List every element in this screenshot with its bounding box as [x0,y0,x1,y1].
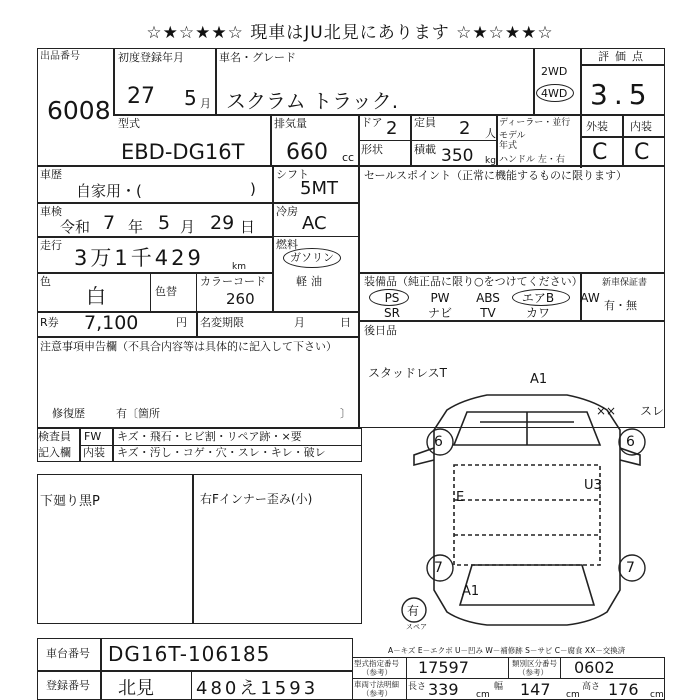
diagram-sure: スレ [640,404,665,418]
width-value: 147 [520,680,551,699]
inspection-year: 7 [103,212,116,234]
inspector-label-1: 検査員 [38,430,71,443]
name-change-month: 月 [294,316,305,329]
length-label: 長さ [408,682,427,692]
equipment-item: ABS [476,291,500,305]
equipment-item: SR [384,306,400,320]
inspection-month: 5 [158,212,171,234]
score-label: 評価点 [598,50,649,63]
inspector-line1: キズ・飛石・ヒビ割・リペア跡・×要 [117,430,302,443]
history-label: 車歴 [40,168,62,181]
bed-area [454,465,600,565]
header-title: ☆★☆★★☆ 現車はJU北見にあります ☆★☆★★☆ [146,23,554,43]
fuel-diesel: 軽油 [296,275,326,288]
color-label: 色 [40,275,51,288]
dealer-line3: 年式 [499,141,518,151]
capacity-label: 定員 [414,116,436,129]
diagram-u3: U3 [584,478,602,493]
lot-number: 6008 [47,96,111,125]
class-value: 0602 [574,658,615,677]
tire-rl-value: 7 [434,560,443,576]
displacement-label: 排気量 [274,117,307,130]
equipment-item: TV [480,306,496,320]
warranty-value: 有・無 [604,299,637,312]
shape-label: 形状 [361,143,383,156]
score-value: 3.5 [590,78,653,111]
tire-fl-value: 6 [434,434,443,450]
first-reg-year: 27 [127,84,155,109]
mileage-value: 3万1千429 [74,246,204,270]
rear-seat-label: 後日品 [364,324,397,337]
drive-4wd: 4WD [541,87,568,100]
remarks-right: 右Fインナー歪み(小) [200,492,313,506]
inspection-day: 29 [210,212,235,234]
capacity-value: 2 [459,118,471,139]
dealer-line4: ハンドル 左・右 [499,155,565,165]
load-unit: kg [485,156,496,166]
shift-value: 5MT [300,178,338,199]
drive-2wd: 2WD [541,65,568,78]
mileage-unit: km [232,262,246,272]
color-code-value: 260 [226,290,255,308]
dealer-line1: ディーラー・並行 [499,118,571,128]
fuel-label: 燃料 [276,238,298,251]
type-label: 型式 [118,117,140,130]
diagram-a1-top: A1 [530,372,548,387]
equipment-item: カワ [525,306,550,320]
inspection-day-unit: 日 [240,218,256,236]
model-name-value: スクラム トラック. [226,89,399,113]
capacity-unit: 人 [485,127,496,140]
color-change-label: 色替 [155,285,177,298]
dims-label: 車両寸法明細 [354,680,399,689]
dims-sub: （参考） [362,689,392,698]
tire-rr-value: 7 [626,560,635,576]
equipment-item: エアB [521,291,555,305]
load-value: 350 [441,146,474,166]
sales-points-label: セールスポイント（正常に機能するものに限ります） [364,169,628,182]
diagram-studless: スタッドレスT [368,366,447,380]
color-value: 白 [86,284,106,308]
equipment-item: PS [384,291,400,305]
equip-airbag-circle [512,289,570,306]
plate-label: 登録番号 [46,679,90,692]
equipment-item: AW [580,291,600,305]
inspection-label: 車検 [40,205,62,218]
class-label: 類別区分番号 [512,659,557,668]
displacement-unit: cc [342,151,355,164]
fuel-gasoline: ガソリン [290,251,334,264]
inspection-era: 令和 [60,218,91,236]
equipment-item: ナビ [427,306,452,320]
chassis-value: DG16T-106185 [108,642,271,666]
history-value: 自家用・( [76,182,142,200]
recycle-value: 7,100 [84,312,139,334]
repair-value: 有〔箇所 [116,407,160,420]
chassis-label: 車台番号 [46,647,90,660]
inspection-month-unit: 月 [180,218,196,236]
equipment-label: 装備品（純正品に限り○をつけてください） [364,275,583,288]
model-no-label: 型式指定番号 [354,659,399,668]
height-label: 高さ [582,682,601,692]
diagram-xx: ×× [596,404,617,418]
width-unit: cm [566,690,580,700]
rear-window [460,565,594,605]
warranty-label: 新車保証書 [602,278,648,288]
recycle-label: R券 [40,316,59,329]
model-no-sub: （参考） [362,668,392,677]
diagram-a1-bottom: A1 [462,584,480,599]
first-reg-label: 初度登録年月 [118,51,184,64]
model-no-value: 17597 [418,658,469,677]
length-unit: cm [476,690,490,700]
ac-value: AC [302,213,327,234]
length-value: 339 [428,680,459,699]
ext-label: 外装 [586,120,608,133]
shift-label: シフト [276,168,309,181]
inspector-label-2: 記入欄 [38,446,71,459]
ac-label: 冷房 [276,205,298,218]
diagram-e: E [456,490,465,505]
remarks-left: 下廻り黒P [40,494,100,509]
damage-legend: A－キズ E－エクボ U－凹み W－補修跡 S－サビ C－腐食 XX－交換済 [388,646,626,655]
first-reg-month: 5 [184,86,197,110]
spare-label: スペア [406,623,427,631]
model-name-label: 車名・グレード [219,51,296,64]
class-sub: （参考） [518,668,548,677]
equipment-item: PW [430,291,450,305]
plate-number: 480え1593 [196,678,319,699]
tire-fr-value: 6 [626,434,635,450]
inspector-line2: キズ・汚し・コゲ・穴・スレ・キレ・破レ [117,446,326,459]
plate-place: 北見 [118,678,154,699]
int-label: 内装 [630,120,652,133]
load-label: 積載 [414,143,436,156]
notes-label: 注意事項申告欄（不具合内容等は具体的に記入して下さい） [40,340,337,353]
equip-ps-circle [369,289,409,306]
inspection-year-unit: 年 [128,218,144,236]
height-unit: cm [650,690,664,700]
inspector-interior: 内装 [83,446,105,459]
name-change-day: 日 [340,316,351,329]
mileage-label: 走行 [40,239,62,252]
history-close: ) [250,180,256,198]
repair-label: 修復歴 [52,407,85,420]
width-label: 幅 [494,682,504,692]
damage-diagram [362,350,665,640]
ext-value: C [592,140,608,165]
inspector-fw: FW [84,430,102,443]
dealer-line2: モデル [499,131,526,141]
recycle-unit: 円 [176,316,187,329]
displacement-value: 660 [286,140,328,165]
doors-label: ドア [361,116,383,129]
doors-value: 2 [386,118,398,139]
color-code-label: カラーコード [200,275,266,288]
type-value: EBD-DG16T [121,140,245,164]
height-value: 176 [608,680,639,699]
lot-label: 出品番号 [40,51,80,62]
repair-close: 〕 [340,407,351,420]
spare-value: 有 [407,604,420,618]
int-value: C [634,140,650,165]
name-change-label: 名変期限 [200,316,244,329]
first-reg-month-unit: 月 [200,97,211,110]
